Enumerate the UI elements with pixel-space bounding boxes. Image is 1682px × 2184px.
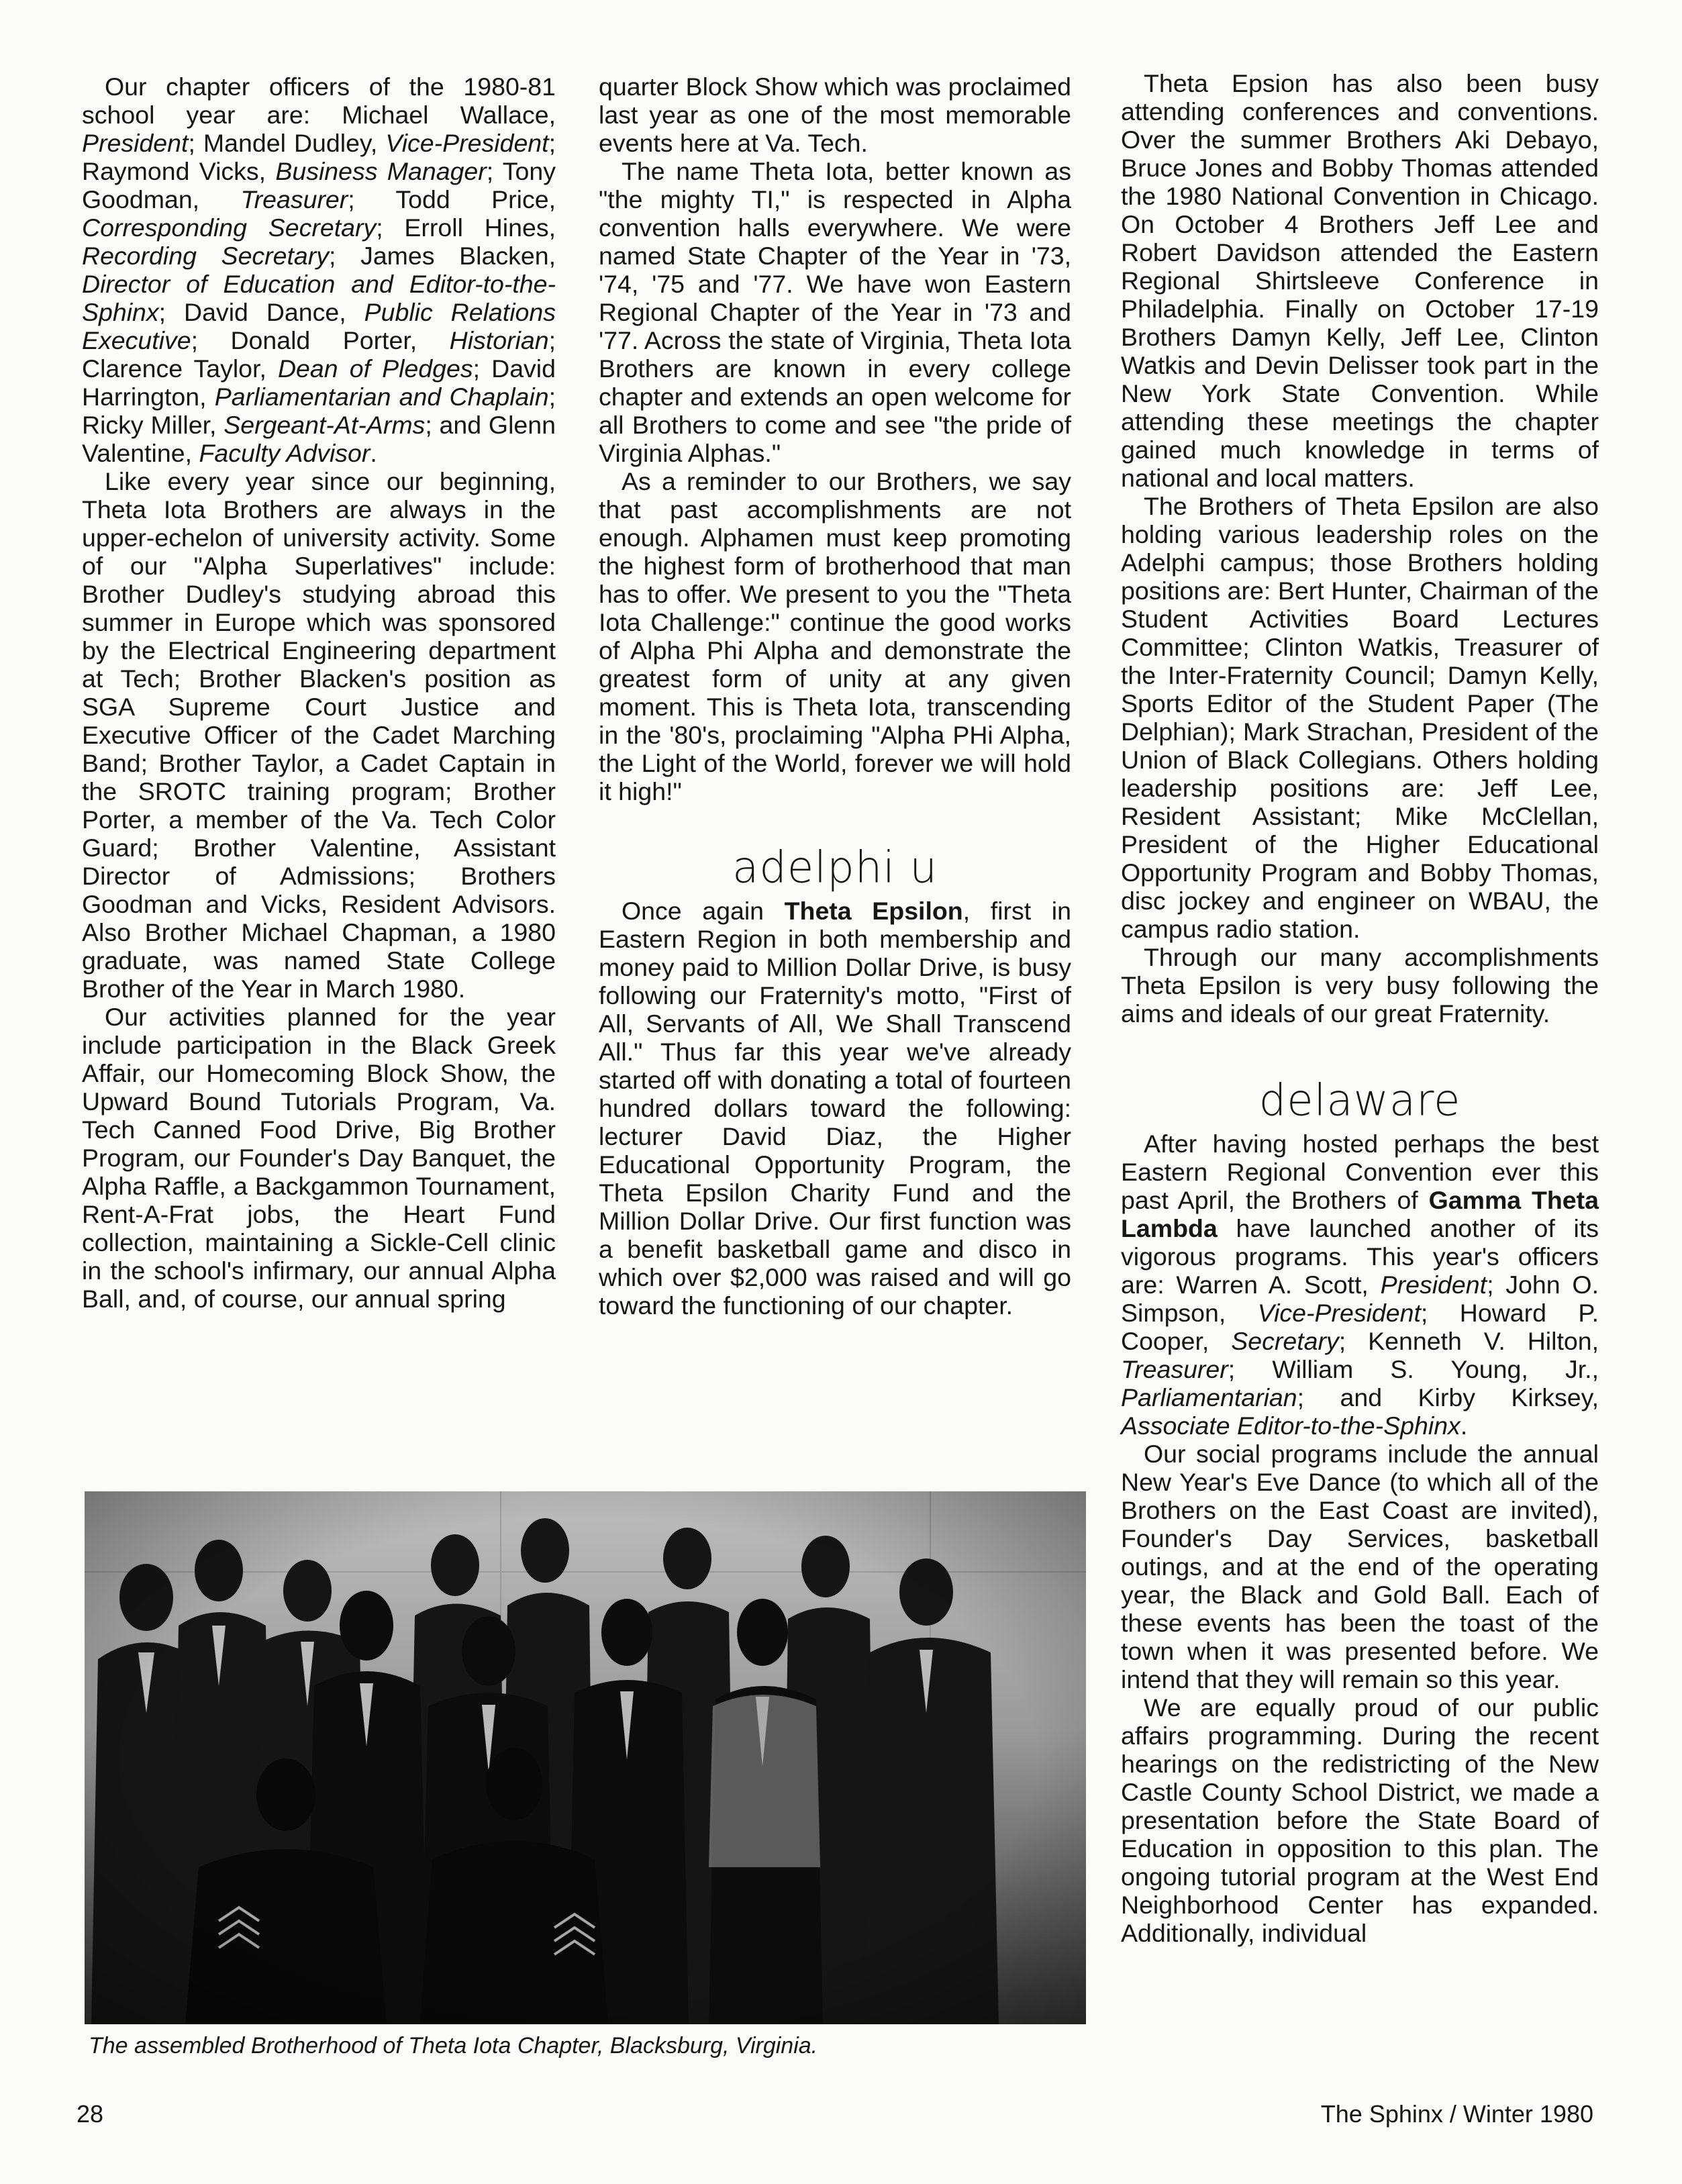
theta-epsilon-paragraph: Once again Theta Epsilon, first in Eastern Region in both membership and money paid to Million Dollar Drive, is busy following our Fraternity's motto, "First of All, Servants of All, We Shall Transcend All." Thus far this year we've already started off with donating a total of fourteen hundred dollars toward the following: lecturer David Diaz, the Higher Educational Opportunity Program, the Theta Epsilon Charity Fund and the Million Dollar Drive. Our first function was a benefit basketball game and disco in which over $2,000 was raised and will go toward the functioning of our chapter. xyxy=(599,897,1071,1320)
accomplishments-paragraph: Through our many accomplishments Theta Epsilon is very busy following the aims and ideals of our great Fraternity. xyxy=(1121,943,1599,1028)
social-programs-paragraph: Our social programs include the annual New Year's Eve Dance (to which all of the Brothers on the East Coast are invited), Founder's Day Services, basketball outings, and at the end of the operating year, the Black and Gold Ball. Each of these events has been the toast of the town when it was presented before. We intend that they will remain so this year. xyxy=(1121,1440,1599,1693)
block-show-paragraph: quarter Block Show which was proclaimed last year as one of the most memorable events here at Va. Tech. xyxy=(599,72,1071,157)
page-number: 28 xyxy=(77,2100,104,2128)
gamma-theta-lambda-paragraph: After having hosted perhaps the best Eastern Regional Convention ever this past April, the Brothers of Gamma Theta Lambda have launched another of its vigorous programs. This year's officers are: Warren A. Scott, President; John O. Simpson, Vice-President; Howard P. Cooper, Secretary; Kenneth V. Hilton, Treasurer; William S. Young, Jr., Parliamentarian; and Kirby Kirksey, Associate Editor-to-the-Sphinx. xyxy=(1121,1130,1599,1440)
group-photo-illustration xyxy=(85,1491,1086,2024)
public-affairs-paragraph: We are equally proud of our public affairs programming. During the recent hearings on the redistricting of the New Castle County School District, we made a presentation before the State Board of Education in opposition to this plan. The ongoing tutorial program at the West End Neighborhood Center has expanded. Additionally, individual xyxy=(1121,1693,1599,1947)
conventions-paragraph: Theta Epsion has also been busy attending conferences and conventions. Over the summer Brothers Aki Debayo, Bruce Jones and Bobby Thomas attended the 1980 National Convention in Chicago. On October 4 Brothers Jeff Lee and Robert Davidson attended the Eastern Regional Shirtsleeve Conference in Philadelphia. Finally on October 17-19 Brothers Damyn Kelly, Jeff Lee, Clinton Watkis and Devin Delisser took part in the New York State Convention. While attending these meetings the chapter gained much knowledge in terms of national and local matters. xyxy=(1121,69,1599,492)
leadership-paragraph: The Brothers of Theta Epsilon are also holding various leadership roles on the Adelphi campus; those Brothers holding positions are: Bert Hunter, Chairman of the Student Activities Board Lectures Committee; Clinton Watkis, Treasurer of the Inter-Fraternity Council; Damyn Kelly, Sports Editor of the Student Paper (The Delphian); Mark Strachan, President of the Union of Black Collegians. Others holding leadership positions are: Jeff Lee, Resident Assistant; Mike McClellan, President of the Higher Educational Opportunity Program and Bobby Thomas, disc jockey and engineer on WBAU, the campus radio station. xyxy=(1121,492,1599,943)
running-footer: The Sphinx / Winter 1980 xyxy=(1320,2100,1593,2128)
column-2 xyxy=(599,72,1071,1320)
activities-paragraph: Our activities planned for the year include participation in the Black Greek Affair, our Homecoming Block Show, the Upward Bound Tutorials Program, Va. Tech Canned Food Drive, Big Brother Program, our Founder's Day Banquet, the Alpha Raffle, a Backgammon Tournament, Rent-A-Frat jobs, the Heart Fund collection, maintaining a Sickle-Cell clinic in the school's infirmary, our annual Alpha Ball, and, of course, our annual spring xyxy=(82,1003,556,1313)
theta-iota-paragraph: The name Theta Iota, better known as "the mighty TI," is respected in Alpha convention halls everywhere. We were named State Chapter of the Year in '73, '74, '75 and '77. We have won Eastern Regional Chapter of the Year in '73 and '77. Across the state of Virginia, Theta Iota Brothers are known in every college chapter and extends an open welcome for all Brothers to come and see "the pride of Virginia Alphas." xyxy=(599,157,1071,467)
photo-caption: The assembled Brotherhood of Theta Iota Chapter, Blacksburg, Virginia. xyxy=(89,2033,818,2058)
adelphi-heading: adelphi u xyxy=(732,842,938,893)
challenge-paragraph: As a reminder to our Brothers, we say that past accomplishments are not enough. Alphamen must keep promoting the highest form of brotherhood that man has to offer. We present to you the "Theta Iota Challenge:" continue the good works of Alpha Phi Alpha and demonstrate the greatest form of unity at any given moment. This is Theta Iota, transcending in the '80's, proclaiming "Alpha PHi Alpha, the Light of the World, forever we will hold it high!" xyxy=(599,467,1071,805)
group-photo xyxy=(85,1491,1086,2024)
officers-paragraph: Our chapter officers of the 1980-81 school year are: Michael Wallace, President; Mandel Dudley, Vice-President; Raymond Vicks, Business Manager; Tony Goodman, Treasurer; Todd Price, Corresponding Secretary; Erroll Hines, Recording Secretary; James Blacken, Director of Education and Editor-to-the-Sphinx; David Dance, Public Relations Executive; Donald Porter, Historian; Clarence Taylor, Dean of Pledges; David Harrington, Parliamentarian and Chaplain; Ricky Miller, Sergeant-At-Arms; and Glenn Valentine, Faculty Advisor. xyxy=(82,72,556,467)
column-3 xyxy=(1121,69,1599,1947)
column-1 xyxy=(82,72,556,1313)
superlatives-paragraph: Like every year since our beginning, Theta Iota Brothers are always in the upper-echelon of university activity. Some of our "Alpha Superlatives" include: Brother Dudley's studying abroad this summer in Europe which was sponsored by the Electrical Engineering department at Tech; Brother Blacken's position as SGA Supreme Court Justice and Executive Officer of the Cadet Marching Band; Brother Taylor, a Cadet Captain in the SROTC training program; Brother Porter, a member of the Va. Tech Color Guard; Brother Valentine, Assistant Director of Admissions; Brothers Goodman and Vicks, Resident Advisors. Also Brother Michael Chapman, a 1980 graduate, was named State College Brother of the Year in March 1980. xyxy=(82,467,556,1003)
delaware-heading: delaware xyxy=(1258,1075,1461,1126)
